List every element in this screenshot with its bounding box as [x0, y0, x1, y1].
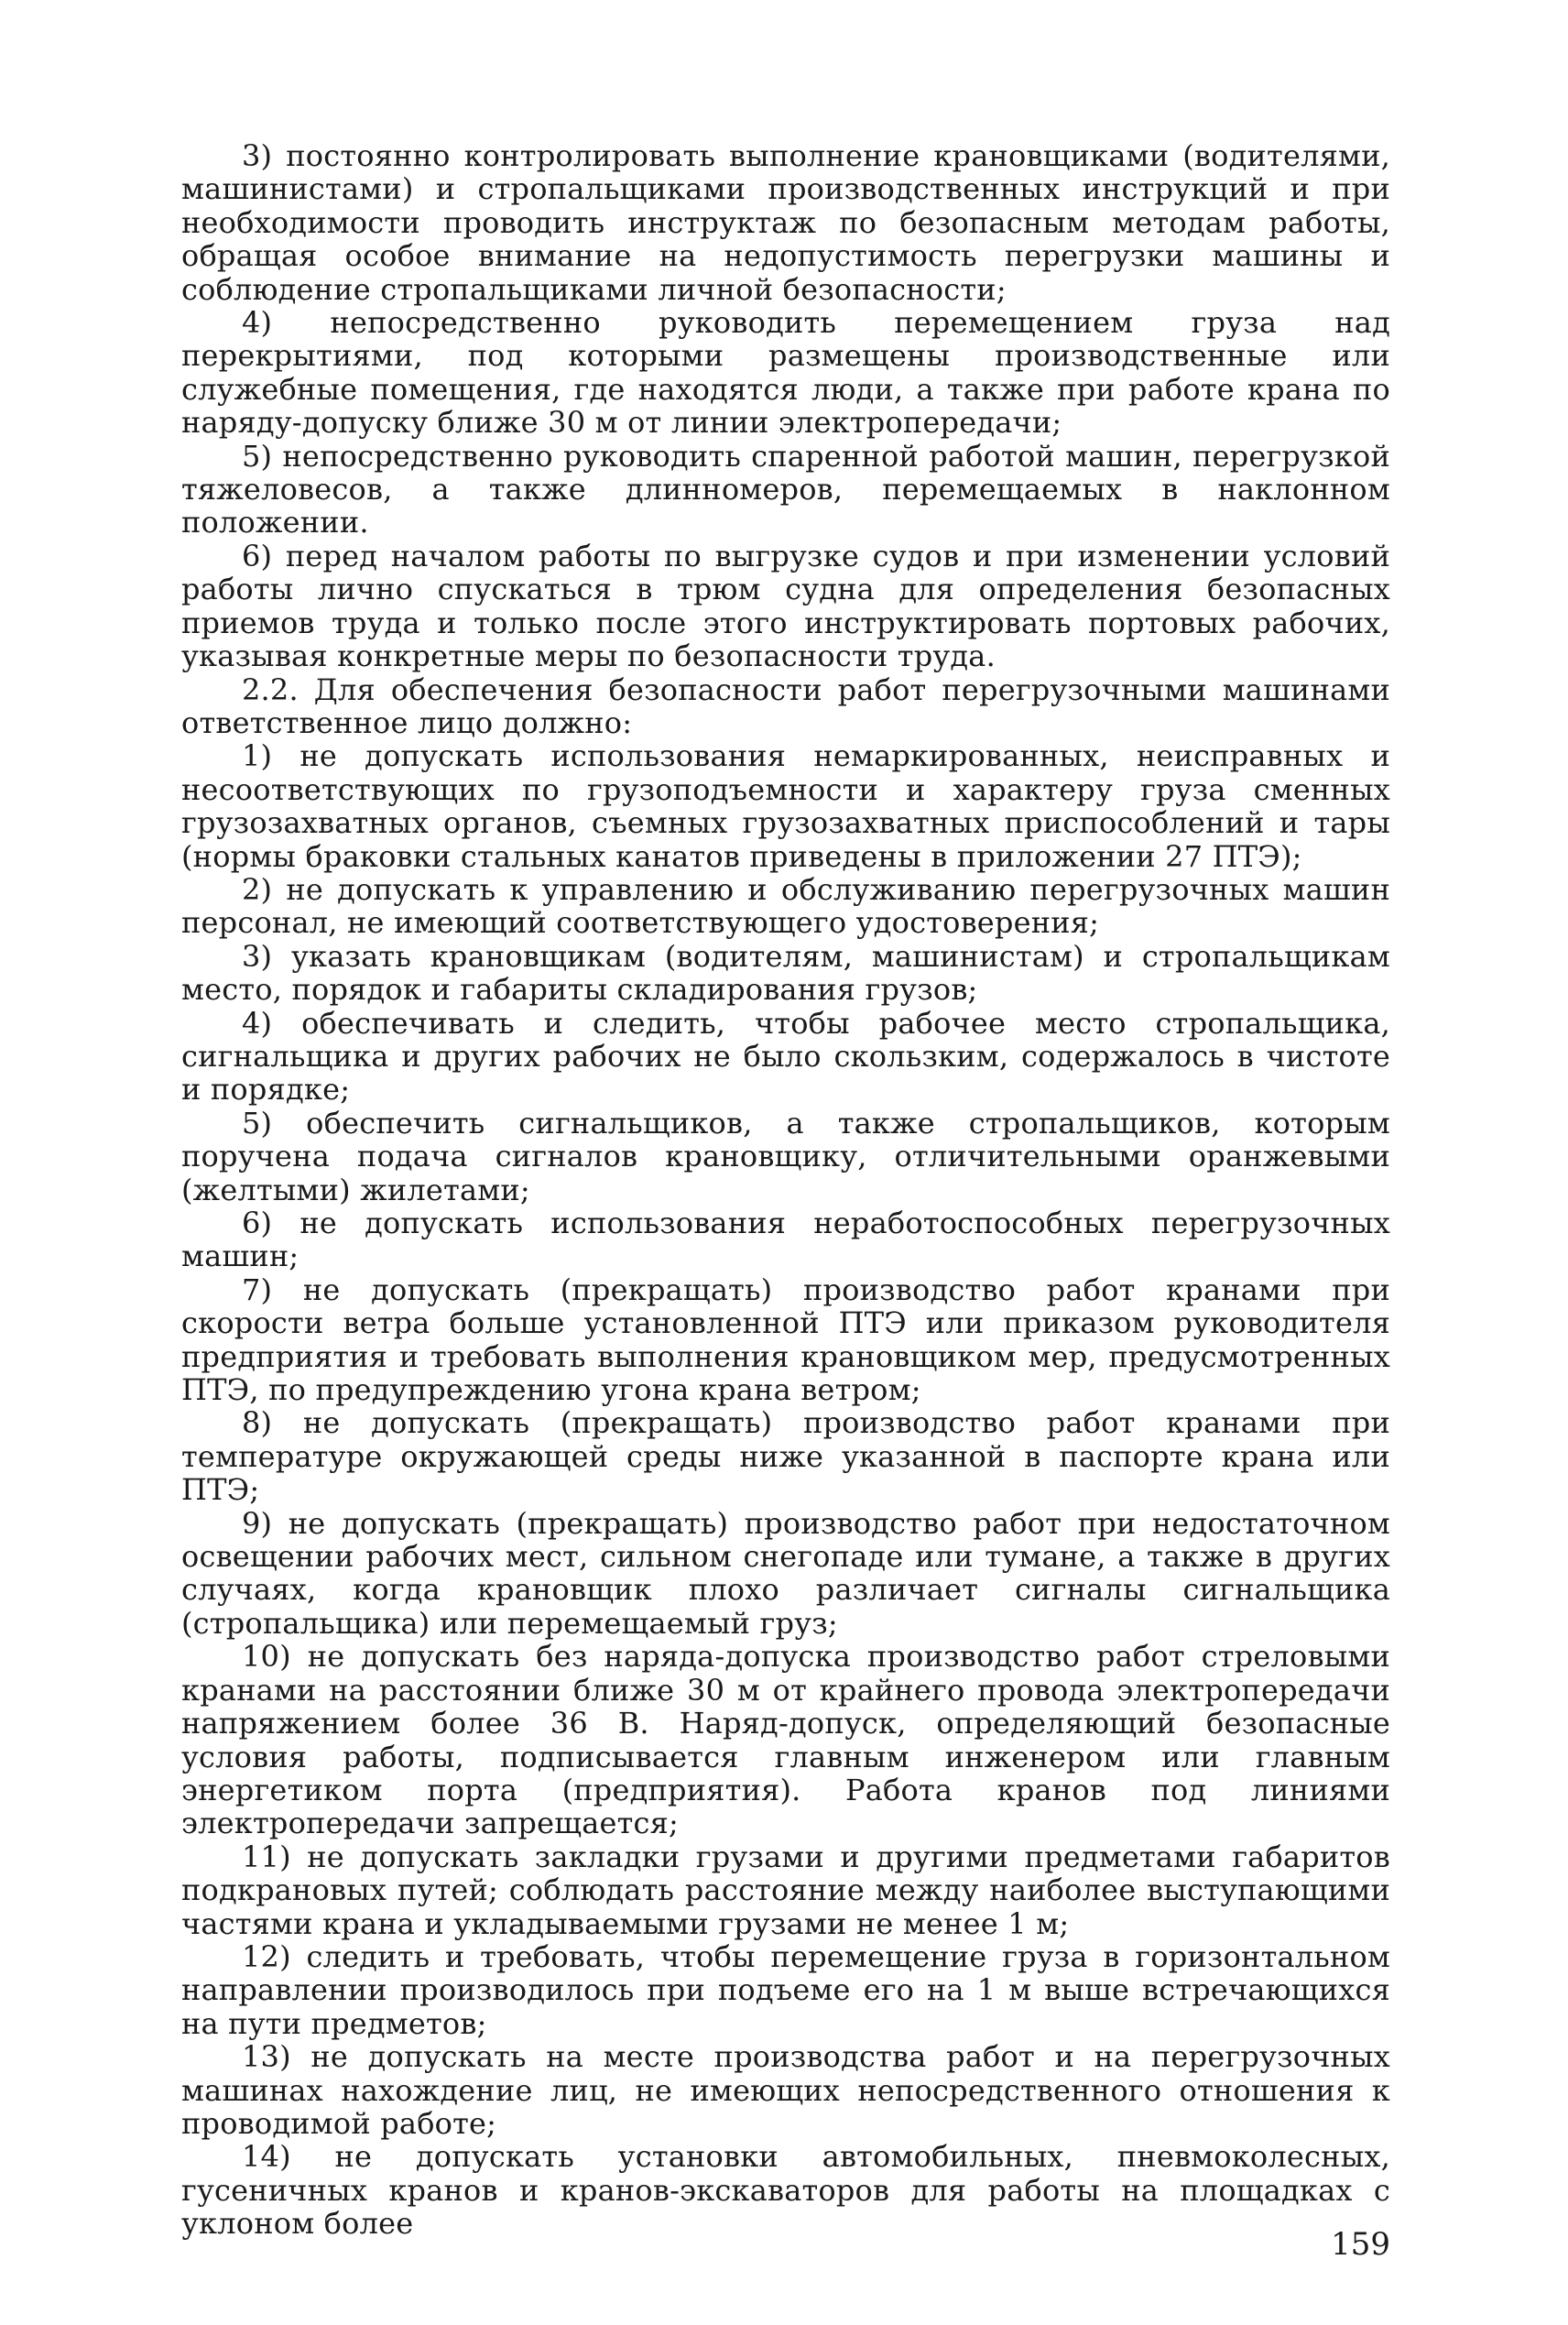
section-heading-paragraph: 2.2. Для обеспечения безопасности работ перегрузочными машинами ответственное лицо должно:	[181, 671, 1390, 740]
paragraph: 3) указать крановщикам (водителям, машинистам) и стропальщикам место, порядок и габариты складирования грузов;	[181, 938, 1390, 1008]
paragraph: 4) обеспечивать и следить, чтобы рабочее место стропальщика, сигнальщика и других рабочих не было скользким, содержалось в чистоте и порядке;	[181, 1005, 1390, 1108]
paragraph: 6) не допускать использования неработоспособных перегрузочных машин;	[181, 1206, 1390, 1274]
paragraph: 6) перед началом работы по выгрузке судов и при изменении условий работы лично спускаться в трюм судна для определения безопасных приемов труда и только после этого инструктировать портовых рабочих, указывая конкретные меры по безопасности труда.	[181, 538, 1390, 674]
body-text	[181, 139, 1390, 2241]
paragraph: 7) не допускать (прекращать) производство работ кранами при скорости ветра больше установленной ПТЭ или приказом руководителя предприятия и требовать выполнения крановщиком мер, предусмотренных ПТЭ, по предупреждению угона крана ветром;	[181, 1272, 1390, 1408]
paragraph: 2) не допускать к управлению и обслуживанию перегрузочных машин персонал, не имеющий соответствующего удостоверения;	[181, 871, 1390, 941]
paragraph: 14) не допускать установки автомобильных, пневмоколесных, гусеничных кранов и кранов-экскаваторов для работы на площадках с уклоном более	[181, 2139, 1390, 2242]
page-number: 159	[1331, 2226, 1390, 2263]
paragraph: 9) не допускать (прекращать) производство работ при недостаточном освещении рабочих мест, сильном снегопаде или тумане, а также в других случаях, когда крановщик плохо различает сигналы сигнальщика (стропальщика) или перемещаемый груз;	[181, 1505, 1390, 1641]
paragraph: 12) следить и требовать, чтобы перемещение груза в горизонтальном направлении производилось при подъеме его на 1 м выше встречающихся на пути предметов;	[181, 1938, 1390, 2041]
paragraph: 5) непосредственно руководить спаренной работой машин, перегрузкой тяжеловесов, а также длинномеров, перемещаемых в наклонном положении.	[181, 438, 1390, 540]
paragraph: 10) не допускать без наряда-допуска производство работ стреловыми кранами на расстоянии ближе 30 м от крайнего провода электропередачи напряжением более 36 В. Наряд-допуск, определяющий безопасные условия работы, подписывается главным инженером или главным энергетиком порта (предприятия). Работа кранов под линиями электропередачи запрещается;	[181, 1639, 1390, 1841]
paragraph: 4) непосредственно руководить перемещением груза над перекрытиями, под которыми размещены производственные или служебные помещения, где находятся люди, а также при работе крана по наряду-допуску ближе 30 м от линии электропередачи;	[181, 305, 1390, 441]
paragraph: 5) обеспечить сигнальщиков, а также стропальщиков, которым поручена подача сигналов крановщику, отличительными оранжевыми (желтыми) жилетами;	[181, 1105, 1390, 1207]
paragraph: 13) не допускать на месте производства работ и на перегрузочных машинах нахождение лиц, не имеющих непосредственного отношения к проводимой работе;	[181, 2039, 1390, 2141]
document-page	[181, 139, 1390, 2274]
paragraph: 8) не допускать (прекращать) производство работ кранами при температуре окружающей среды ниже указанной в паспорте крана или ПТЭ;	[181, 1405, 1390, 1508]
paragraph: 3) постоянно контролировать выполнение крановщиками (водителями, машинистами) и стропальщиками производственных инструкций и при необходимости проводить инструктаж по безопасным методам работы, обращая особое внимание на недопустимость перегрузки машины и соблюдение стропальщиками личной безопасности;	[181, 138, 1390, 307]
paragraph: 1) не допускать использования немаркированных, неисправных и несоответствующих по грузоподъемности и характеру груза сменных грузозахватных органов, съемных грузозахватных приспособлений и тары (нормы браковки стальных канатов приведены в приложении 27 ПТЭ);	[181, 738, 1390, 874]
paragraph: 11) не допускать закладки грузами и другими предметами габаритов подкрановых путей; соблюдать расстояние между наиболее выступающими частями крана и укладываемыми грузами не менее 1 м;	[181, 1839, 1390, 1941]
